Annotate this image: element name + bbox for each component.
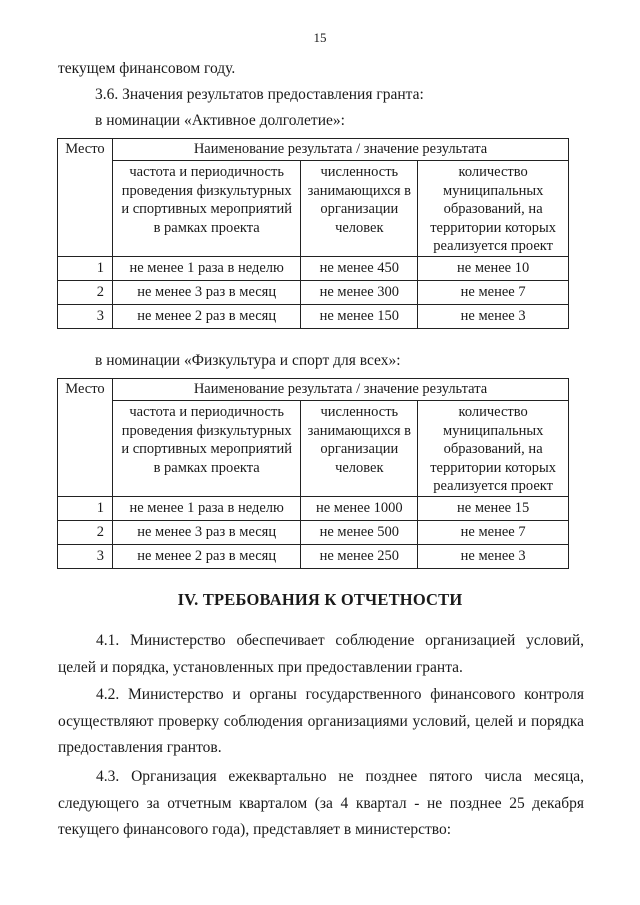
frequency-header: частота и периодичность проведения физкультурных и спортивных мероприятий в рамках проекта — [112, 401, 300, 497]
section-heading: IV. ТРЕБОВАНИЯ К ОТЧЕТНОСТИ — [177, 590, 463, 609]
participants-cell: не менее 300 — [301, 281, 418, 305]
place-cell: 1 — [58, 497, 113, 521]
result-name-header: Наименование результата / значение результата — [112, 379, 568, 401]
table-row — [58, 257, 569, 281]
frequency-cell: не менее 2 раз в месяц — [112, 305, 300, 329]
table-row — [58, 305, 569, 329]
participants-cell: не менее 150 — [301, 305, 418, 329]
paragraph-4-2: 4.2. Министерство и органы государственного финансового контроля осуществляют проверку соблюдения организациями условий, целей и порядка предоставления грантов. — [58, 686, 584, 756]
municipalities-cell: не менее 3 — [418, 545, 569, 569]
place-cell: 1 — [58, 257, 113, 281]
frequency-header: частота и периодичность проведения физкультурных и спортивных мероприятий в рамках проекта — [112, 161, 300, 257]
municipalities-header: количество муниципальных образований, на территории которых реализуется проект — [418, 161, 569, 257]
frequency-cell: не менее 3 раз в месяц — [112, 281, 300, 305]
municipalities-cell: не менее 3 — [418, 305, 569, 329]
place-cell: 3 — [58, 545, 113, 569]
place-cell: 3 — [58, 305, 113, 329]
table-row — [58, 281, 569, 305]
place-cell: 2 — [58, 281, 113, 305]
results-table-1 — [57, 138, 569, 329]
result-name-header: Наименование результата / значение результата — [112, 139, 568, 161]
table-row — [58, 521, 569, 545]
participants-cell: не менее 250 — [301, 545, 418, 569]
place-header: Место — [58, 379, 113, 497]
participants-header: численность занимающихся в организации человек — [301, 161, 418, 257]
municipalities-cell: не менее 15 — [418, 497, 569, 521]
paragraph-4-3: 4.3. Организация ежеквартально не позднее пятого числа месяца, следующего за отчетным кварталом (за 4 квартал - не позднее 25 декабря текущего финансового года), представляет в министерство: — [58, 768, 584, 838]
frequency-cell: не менее 2 раз в месяц — [112, 545, 300, 569]
frequency-cell: не менее 1 раза в неделю — [112, 497, 300, 521]
participants-header: численность занимающихся в организации человек — [301, 401, 418, 497]
place-cell: 2 — [58, 521, 113, 545]
municipalities-cell: не менее 7 — [418, 281, 569, 305]
participants-cell: не менее 500 — [301, 521, 418, 545]
results-table-2 — [57, 378, 569, 569]
participants-cell: не менее 450 — [301, 257, 418, 281]
frequency-cell: не менее 3 раз в месяц — [112, 521, 300, 545]
nomination-1-label: в номинации «Активное долголетие»: — [95, 112, 345, 129]
frequency-cell: не менее 1 раза в неделю — [112, 257, 300, 281]
place-header: Место — [58, 139, 113, 257]
table-row — [58, 497, 569, 521]
municipalities-cell: не менее 10 — [418, 257, 569, 281]
page-number: 15 — [313, 30, 327, 45]
participants-cell: не менее 1000 — [301, 497, 418, 521]
nomination-2-label: в номинации «Физкультура и спорт для всех»: — [95, 352, 401, 369]
municipalities-cell: не менее 7 — [418, 521, 569, 545]
intro-line: текущем финансовом году. — [58, 60, 236, 77]
municipalities-header: количество муниципальных образований, на территории которых реализуется проект — [418, 401, 569, 497]
paragraph-4-1: 4.1. Министерство обеспечивает соблюдение организацией условий, целей и порядка, установленных при предоставлении гранта. — [58, 632, 584, 676]
section-3-6-title: 3.6. Значения результатов предоставления гранта: — [95, 86, 424, 103]
table-row — [58, 545, 569, 569]
